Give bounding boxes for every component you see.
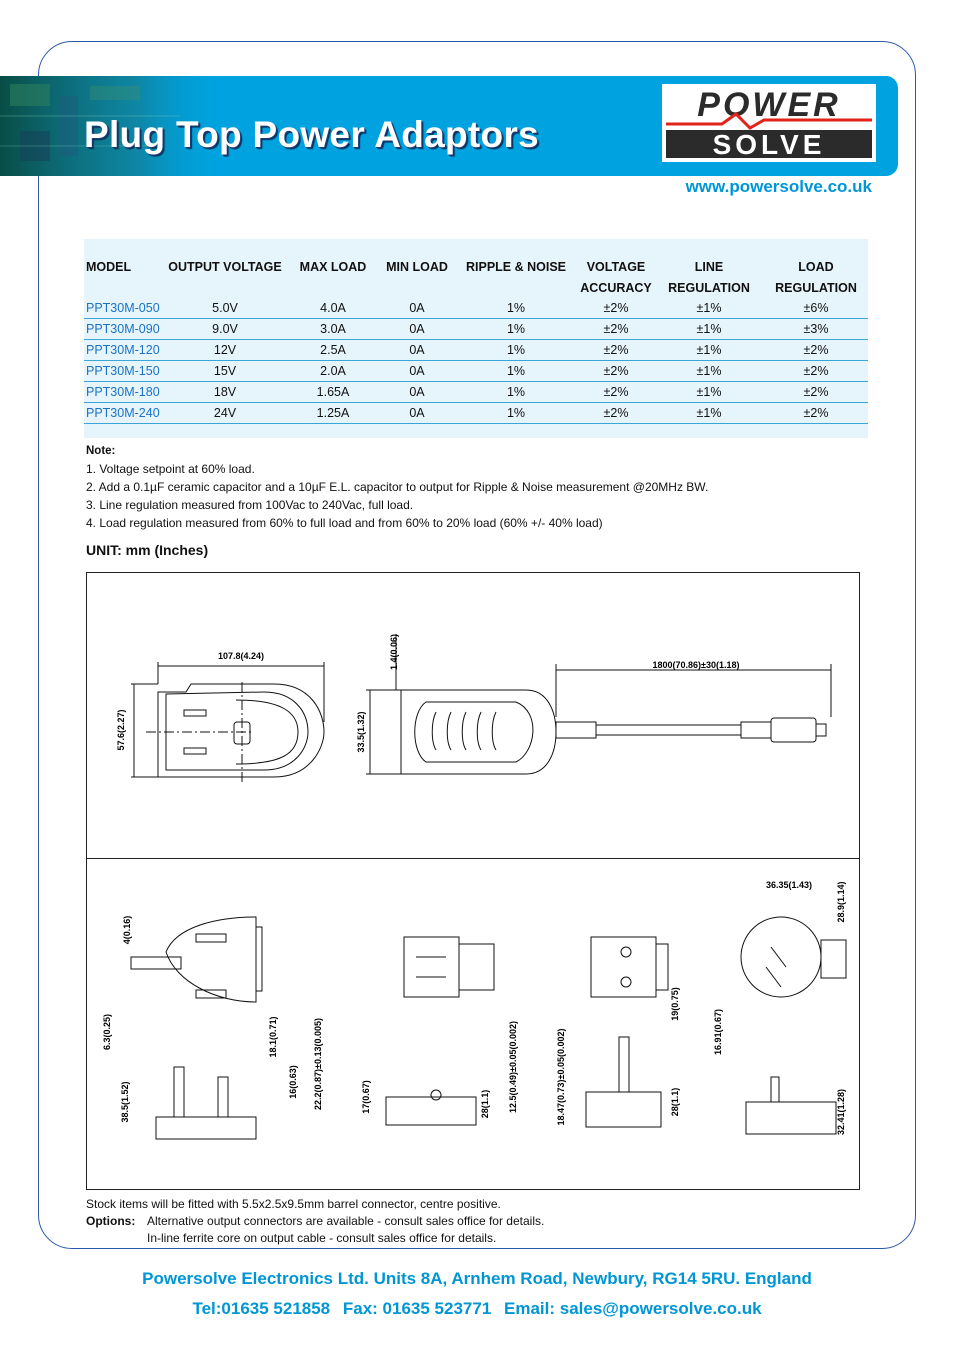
column-header: OUTPUT VOLTAGE — [168, 259, 282, 274]
column-header-line2 — [164, 277, 286, 298]
table-cell: 1.65A — [286, 382, 380, 403]
table-row — [84, 298, 868, 319]
table-cell: ±2% — [578, 298, 654, 319]
table-cell: 1% — [454, 319, 578, 340]
table-cell: ±1% — [654, 319, 764, 340]
table-cell: ±2% — [764, 361, 868, 382]
dim-au-b: 32.41(1.28) — [836, 1088, 846, 1136]
table-cell: ±6% — [764, 298, 868, 319]
dim-top-gap: 1.4(0.06) — [389, 633, 399, 671]
table-cell: 1% — [454, 361, 578, 382]
table-cell: ±2% — [764, 382, 868, 403]
table-cell: 24V — [164, 403, 286, 424]
model-cell: PPT30M-150 — [84, 361, 164, 382]
table-cell: 1% — [454, 298, 578, 319]
column-header-line2 — [286, 277, 380, 298]
table-cell: 3.0A — [286, 319, 380, 340]
table-cell: ±2% — [578, 403, 654, 424]
powersolve-logo — [662, 84, 876, 162]
table-row — [84, 319, 868, 340]
table-cell: ±1% — [654, 298, 764, 319]
dim-plug-height: 38.5(1.52) — [120, 1081, 130, 1123]
model-cell: PPT30M-050 — [84, 298, 164, 319]
website-link[interactable]: www.powersolve.co.uk — [685, 177, 872, 196]
table-cell: 2.0A — [286, 361, 380, 382]
column-header-line2 — [454, 277, 578, 298]
table-cell: ±2% — [578, 340, 654, 361]
column-header-line2: REGULATION — [775, 280, 857, 295]
dim-us-a: 17(0.67) — [361, 1080, 371, 1114]
eu-plug-view — [586, 937, 668, 1127]
us-plug-view — [386, 937, 494, 1125]
note-item: 2. Add a 0.1µF ceramic capacitor and a 10µF E.L. capacitor to output for Ripple & Noise measurement @20MHz BW. — [86, 480, 709, 494]
footer-tel: Tel:01635 521858 — [192, 1299, 331, 1318]
model-cell: PPT30M-180 — [84, 382, 164, 403]
column-header: MAX LOAD — [299, 259, 367, 274]
table-cell: ±2% — [578, 361, 654, 382]
column-header-line2: ACCURACY — [580, 280, 652, 295]
table-cell: 1% — [454, 403, 578, 424]
dim-pin-width: 6.3(0.25) — [102, 1013, 112, 1051]
dim-au-height: 28.9(1.14) — [836, 881, 846, 923]
table-row — [84, 361, 868, 382]
model-cell: PPT30M-120 — [84, 340, 164, 361]
table-cell: 4.0A — [286, 298, 380, 319]
column-header-line2 — [380, 277, 454, 298]
table-cell: 1% — [454, 340, 578, 361]
table-cell: 18V — [164, 382, 286, 403]
dim-pin-height: 16(0.63) — [288, 1065, 298, 1099]
dim-eu-b: 19(0.75) — [670, 987, 680, 1021]
table-cell: 0A — [380, 382, 454, 403]
option-item: In-line ferrite core on output cable - consult sales office for details. — [147, 1231, 497, 1245]
dim-eu-c: 28(1.1) — [670, 1087, 680, 1117]
notes-title: Note: — [86, 445, 116, 457]
table-cell: 2.5A — [286, 340, 380, 361]
svg-text:POWER: POWER — [697, 86, 841, 124]
table-cell: 1.25A — [286, 403, 380, 424]
column-header: LOAD — [798, 259, 834, 274]
option-item: Alternative output connectors are available - consult sales office for details. — [147, 1214, 545, 1228]
column-header: VOLTAGE — [586, 259, 646, 274]
table-row — [84, 340, 868, 361]
notes-section — [86, 442, 708, 532]
page-title: Plug Top Power Adaptors — [84, 114, 540, 155]
dim-eu-a: 18.47(0.73)±0.05(0.002) — [556, 1028, 566, 1126]
table-cell: 9.0V — [164, 319, 286, 340]
table-cell: 15V — [164, 361, 286, 382]
dim-us-b: 28(1.1) — [480, 1089, 490, 1119]
table-cell: 12V — [164, 340, 286, 361]
table-cell: 0A — [380, 298, 454, 319]
footer-fax: Fax: 01635 523771 — [342, 1299, 492, 1318]
table-cell: ±1% — [654, 403, 764, 424]
model-cell: PPT30M-240 — [84, 403, 164, 424]
table-cell: ±1% — [654, 340, 764, 361]
table-cell: ±2% — [764, 340, 868, 361]
dim-height: 57.6(2.27) — [116, 709, 126, 751]
table-cell: 0A — [380, 361, 454, 382]
dim-width: 107.8(4.24) — [217, 651, 265, 661]
column-header: LINE — [694, 259, 724, 274]
table-cell: ±1% — [654, 382, 764, 403]
svg-text:SOLVE: SOLVE — [712, 129, 826, 160]
column-header: MODEL — [86, 259, 132, 274]
table-cell: ±2% — [764, 403, 868, 424]
table-row — [84, 403, 868, 424]
table-cell: ±1% — [654, 361, 764, 382]
dim-pin-length: 18.1(0.71) — [268, 1016, 278, 1058]
table-cell: ±3% — [764, 319, 868, 340]
stock-line: Stock items will be fitted with 5.5x2.5x9.5mm barrel connector, centre positive. — [86, 1197, 501, 1211]
column-header-line2 — [84, 277, 164, 298]
dim-au-width: 36.35(1.43) — [765, 880, 813, 890]
note-item: 3. Line regulation measured from 100Vac to 240Vac, full load. — [86, 498, 414, 512]
model-cell: PPT30M-090 — [84, 319, 164, 340]
table-row — [84, 382, 868, 403]
column-header: RIPPLE & NOISE — [465, 259, 567, 274]
dim-au-a: 16.91(0.67) — [713, 1008, 723, 1056]
table-cell: ±2% — [578, 319, 654, 340]
dim-pin-span: 22.2(0.87)±0.13(0.005) — [313, 1018, 323, 1110]
stock-and-options — [86, 1196, 544, 1247]
footer-email[interactable]: Email: sales@powersolve.co.uk — [504, 1299, 762, 1318]
note-item: 4. Load regulation measured from 60% to full load and from 60% to 20% load (60% +/- 40% load) — [86, 516, 603, 530]
column-header: MIN LOAD — [386, 259, 448, 274]
unit-label: UNIT: mm (Inches) — [86, 542, 209, 558]
footer-address: Powersolve Electronics Ltd. Units 8A, Arnhem Road, Newbury, RG14 5RU. England — [142, 1269, 812, 1288]
uk-plug-view — [131, 917, 262, 1139]
column-header-line2: REGULATION — [668, 280, 750, 295]
dim-cable: 1800(70.86)±30(1.18) — [652, 660, 740, 670]
adapter-side-view — [401, 690, 826, 774]
dim-pin-gap: 4(0.16) — [122, 915, 132, 945]
options-label: Options: — [86, 1214, 136, 1228]
au-plug-view — [741, 917, 846, 1134]
dim-depth: 33.5(1.32) — [356, 711, 366, 753]
adapter-front-view — [146, 682, 324, 782]
footer-contact — [0, 1299, 954, 1319]
table-cell: 1% — [454, 382, 578, 403]
table-cell: 0A — [380, 340, 454, 361]
table-cell: 0A — [380, 403, 454, 424]
table-cell: 0A — [380, 319, 454, 340]
note-item: 1. Voltage setpoint at 60% load. — [86, 462, 255, 476]
spec-table — [84, 256, 868, 424]
table-cell: 5.0V — [164, 298, 286, 319]
table-cell: ±2% — [578, 382, 654, 403]
dim-us-c: 12.5(0.49)±0.05(0.002) — [508, 1021, 518, 1113]
mechanical-drawing — [86, 572, 860, 1190]
